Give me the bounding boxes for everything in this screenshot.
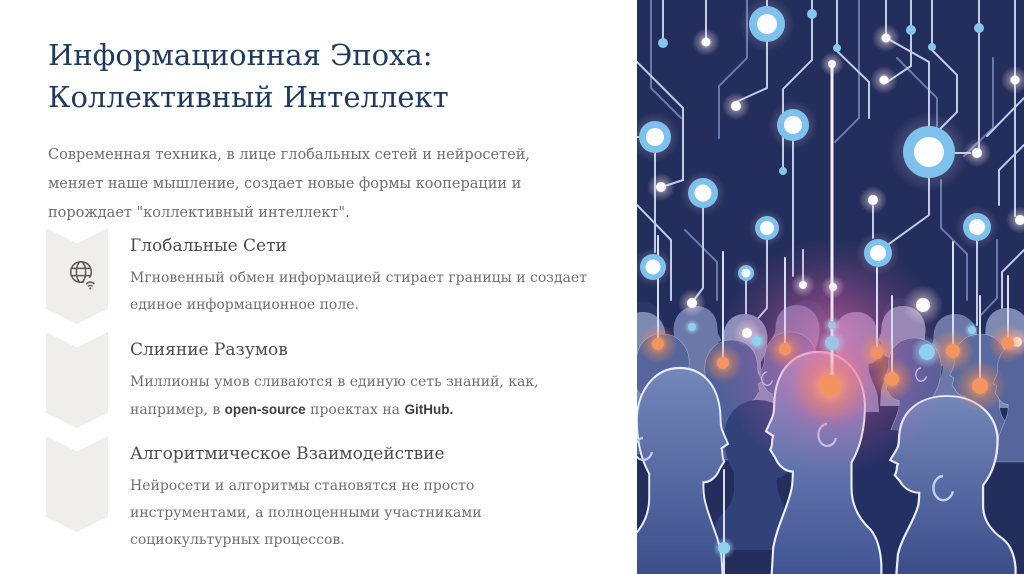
title-line-1: Информационная Эпоха: [48,38,433,72]
title-line-2: Коллективный Интеллект [48,80,449,114]
item-heading: Глобальные Сети [130,236,287,256]
list-item-merging-minds [46,332,606,432]
list-item-global-networks [46,228,606,328]
bold-github: GitHub. [404,402,454,417]
collective-intelligence-illustration [637,0,1024,574]
page-title [48,34,449,118]
item-body: Нейросети и алгоритмы становятся не просто инструментами, а полноценными участниками социокультурных процессов. [130,478,482,548]
chevron-banner [46,332,108,428]
item-heading: Алгоритмическое Взаимодействие [130,444,445,464]
item-heading: Слияние Разумов [130,340,288,360]
bold-open-source: open-source [224,402,306,417]
item-body: Мгновенный обмен информацией стирает границы и создает единое информационное поле. [130,270,587,313]
intro-paragraph: Современная техника, в лице глобальных сетей и нейросетей, меняет наше мышление, создает новые формы кооперации и порождает "коллективный интеллект". [48,147,530,221]
chevron-banner [46,436,108,532]
globe-wifi-icon [66,258,102,294]
list-item-algorithmic-interaction [46,436,606,548]
item-body: Миллионы умов сливаются в единую сеть знаний, как, например, в open-source проектах на GitHub. [130,374,539,418]
